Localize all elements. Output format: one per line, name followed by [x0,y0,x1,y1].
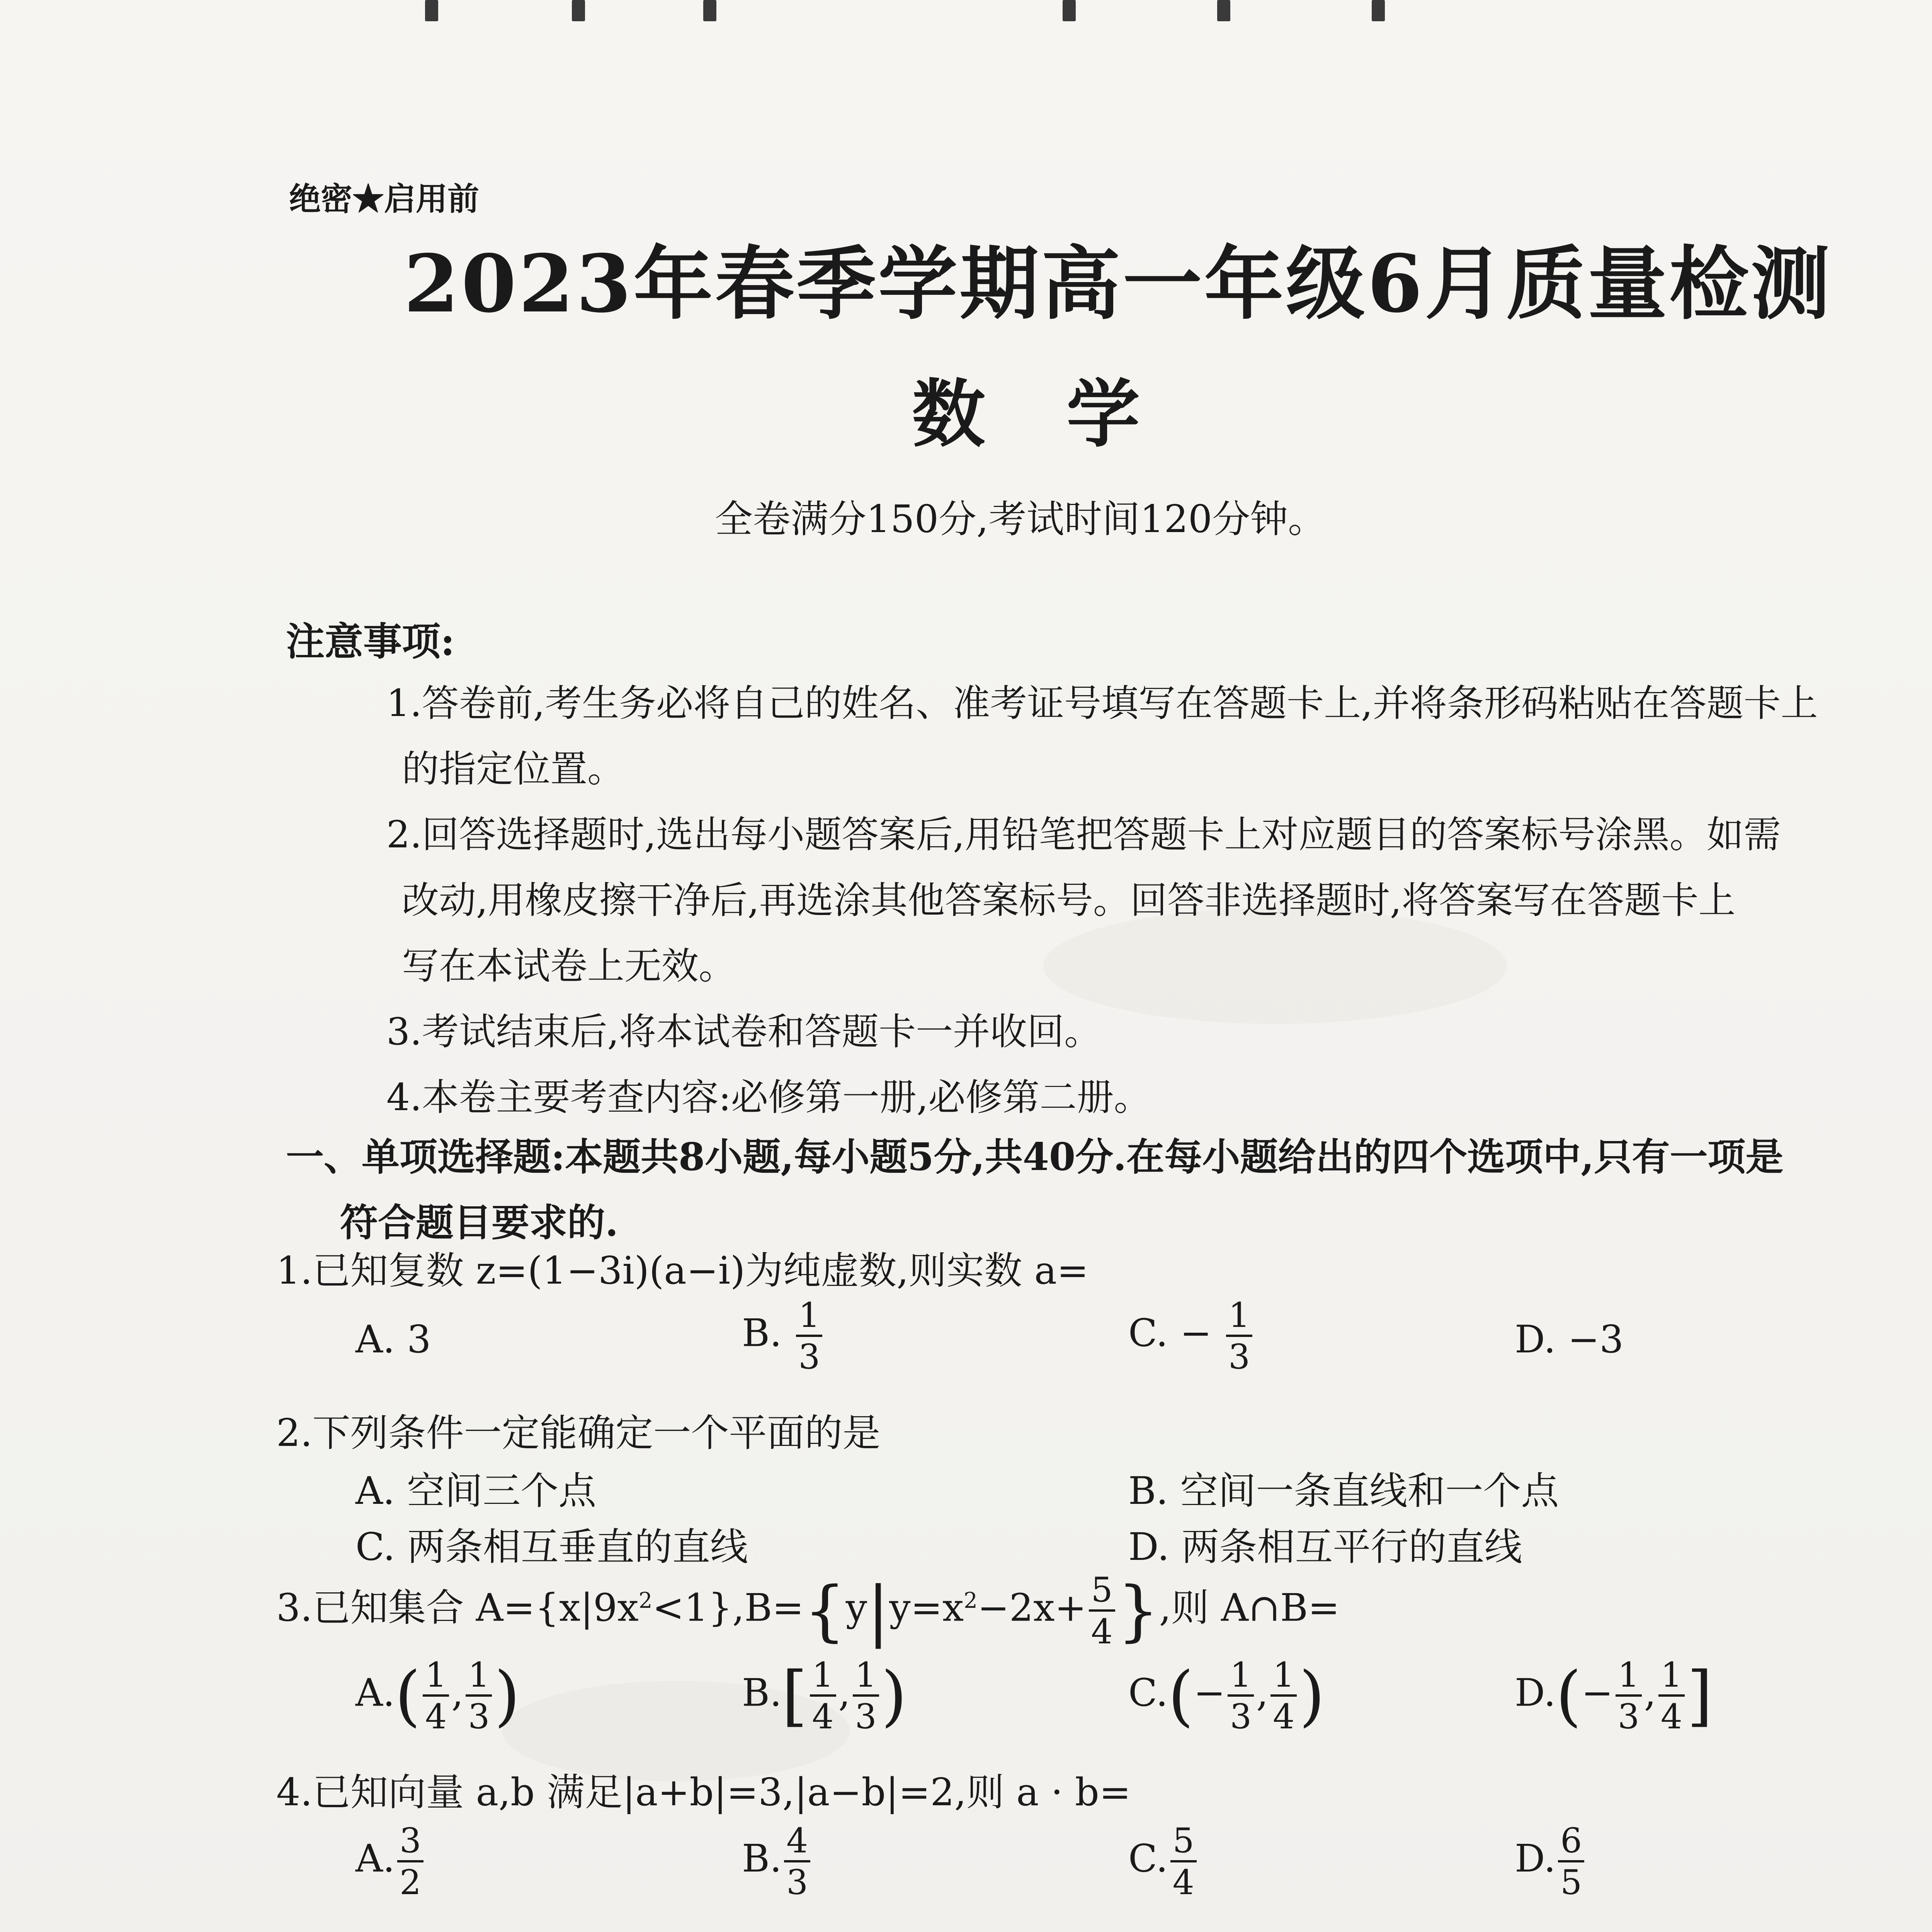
fraction-denominator: 2 [399,1862,421,1902]
q2-option-b: B. 空间一条直线和一个点 [1128,1469,1559,1513]
fraction [784,1821,810,1902]
fraction [1558,1821,1584,1902]
notice-title: 注意事项: [286,619,455,664]
fraction-denominator: 3 [798,1337,820,1377]
paren-symbol: ( [1556,1658,1582,1734]
stem-text: 3.已知集合 A={x|9x [276,1586,639,1630]
notice-line: 3.考试结束后,将本试卷和答题卡一并收回。 [386,1010,1102,1053]
fraction-numerator: 4 [784,1824,810,1862]
fraction-numerator: 3 [397,1824,423,1862]
fraction [796,1295,822,1377]
bracket-symbol: ] [1687,1658,1713,1734]
notice-list [386,670,1932,1130]
q1-option-b [742,1295,825,1377]
scan-edge-marks [425,0,1391,23]
option-letter: B. [742,1671,782,1715]
question-4-stem: 4.已知向量 a,b 满足|a+b|=3,|a−b|=2,则 a · b= [276,1770,1131,1815]
paren-symbol: ( [395,1658,421,1734]
q4-option-c [1128,1821,1199,1902]
fraction-denominator: 3 [1228,1337,1250,1377]
fraction-denominator: 4 [1660,1697,1682,1736]
fraction [1226,1295,1252,1377]
notice-line: 2.回答选择题时,选出每小题答案后,用铅笔把答题卡上对应题目的答案标号涂黑。如需 [386,813,1781,856]
fraction-numerator: 1 [1226,1298,1252,1337]
option-letter: C. [1128,1837,1168,1881]
stem-text: ,则 A∩B= [1159,1586,1340,1630]
q3-option-a: A.( $\frac{1}{4}$ , $\frac{1}{3}$ ) [355,1655,520,1736]
notice-line: 1.答卷前,考生务必将自己的姓名、准考证号填写在答题卡上,并将条形码粘贴在答题卡上 [386,682,1818,725]
fraction [853,1655,879,1736]
paren-symbol: ( [1168,1658,1194,1734]
section-heading [286,1124,1783,1256]
bracket-symbol: [ [782,1658,808,1734]
fraction-denominator: 4 [812,1697,834,1736]
question-1-stem: 1.已知复数 z=(1−3i)(a−i)为纯虚数,则实数 a= [276,1249,1089,1293]
fraction-numerator: 1 [423,1658,449,1697]
fraction-numerator: 1 [1270,1658,1297,1697]
fraction-denominator: 3 [468,1697,490,1736]
fraction [1270,1655,1297,1736]
fraction-numerator: 1 [466,1658,492,1697]
fraction-denominator: 3 [1617,1697,1639,1736]
fraction [1089,1570,1115,1651]
option-letter: D. [1515,1837,1556,1881]
option-letter: A. [355,1837,395,1881]
paren-symbol: ) [494,1658,520,1734]
brace-symbol: } [1117,1573,1159,1649]
notice-line: 4.本卷主要考查内容:必修第一册,必修第二册。 [386,1076,1151,1119]
fraction [423,1655,449,1736]
fraction [397,1821,423,1902]
option-letter: D. [1515,1671,1556,1715]
q4-option-a [355,1821,426,1902]
q2-option-c: C. 两条相互垂直的直线 [355,1525,748,1569]
bar-symbol: | [867,1573,889,1649]
q3-option-c: C.(− $\frac{1}{3}$ , $\frac{1}{4}$ ) [1128,1655,1325,1736]
paren-symbol: ) [881,1658,907,1734]
fraction-denominator: 3 [1230,1697,1252,1736]
option-letter: B. [742,1837,782,1881]
stem-text: <1},B= [652,1586,804,1630]
notice-line: 改动,用橡皮擦干净后,再选涂其他答案标号。回答非选择题时,将答案写在答题卡上 [402,879,1736,922]
q2-option-a: A. 空间三个点 [355,1469,597,1513]
fraction-denominator: 3 [786,1862,808,1902]
option-letter: A. [355,1671,395,1715]
q1-option-d: D. −3 [1515,1318,1624,1362]
fraction-numerator: 1 [1658,1658,1685,1697]
fraction-denominator: 3 [855,1697,877,1736]
q2-option-d: D. 两条相互平行的直线 [1128,1525,1522,1569]
fraction-denominator: 4 [1091,1612,1113,1651]
fraction [1616,1655,1642,1736]
fraction-denominator: 4 [1273,1697,1295,1736]
q4-option-d [1515,1821,1587,1902]
fraction-numerator: 1 [796,1298,822,1337]
exponent: 2 [638,1588,653,1613]
fraction-numerator: 1 [853,1658,879,1697]
stem-text: y=x [889,1586,964,1630]
question-3-stem [276,1570,1340,1651]
fraction [1170,1821,1197,1902]
fraction [1228,1655,1254,1736]
section-heading-line: 符合题目要求的. [340,1201,619,1245]
fraction-numerator: 5 [1170,1824,1197,1862]
q1-option-c [1128,1295,1255,1377]
subject-title: 数学 [912,371,1221,457]
fraction-numerator: 1 [1616,1658,1642,1697]
notice-line: 的指定位置。 [402,747,624,791]
q4-option-b [742,1821,813,1902]
exam-title: 2023年春季学期高一年级6月质量检测 [404,238,1833,330]
stem-text: −2x+ [977,1586,1087,1630]
stem-text: y [845,1586,867,1630]
fraction [1658,1655,1685,1736]
brace-symbol: { [804,1573,846,1649]
fraction [810,1655,836,1736]
q3-option-d: D.(− $\frac{1}{3}$ , $\frac{1}{4}$ ] [1515,1655,1713,1736]
fraction-denominator: 5 [1560,1862,1582,1902]
fraction [466,1655,492,1736]
exponent: 2 [964,1588,978,1613]
exam-info: 全卷满分150分,考试时间120分钟。 [715,497,1326,541]
option-letter: C. − [1128,1311,1212,1355]
question-2-stem: 2.下列条件一定能确定一个平面的是 [276,1411,881,1455]
fraction-numerator: 1 [1228,1658,1254,1697]
option-letter: C. [1128,1671,1168,1715]
notice-line: 写在本试卷上无效。 [402,944,736,988]
q1-option-a: A. 3 [355,1318,431,1362]
fraction-denominator: 4 [425,1697,447,1736]
q3-option-b: B.[ $\frac{1}{4}$ , $\frac{1}{3}$ ) [742,1655,907,1736]
paren-symbol: ) [1299,1658,1325,1734]
fraction-numerator: 1 [810,1658,836,1697]
fraction-denominator: 4 [1172,1862,1194,1902]
option-letter: B. [742,1311,782,1355]
section-heading-line: 一、单项选择题:本题共8小题,每小题5分,共40分.在每小题给出的四个选项中,只有一项是 [286,1135,1784,1179]
fraction-numerator: 5 [1089,1573,1115,1612]
confidential-label: 绝密★启用前 [289,180,480,218]
fraction-numerator: 6 [1558,1824,1584,1862]
